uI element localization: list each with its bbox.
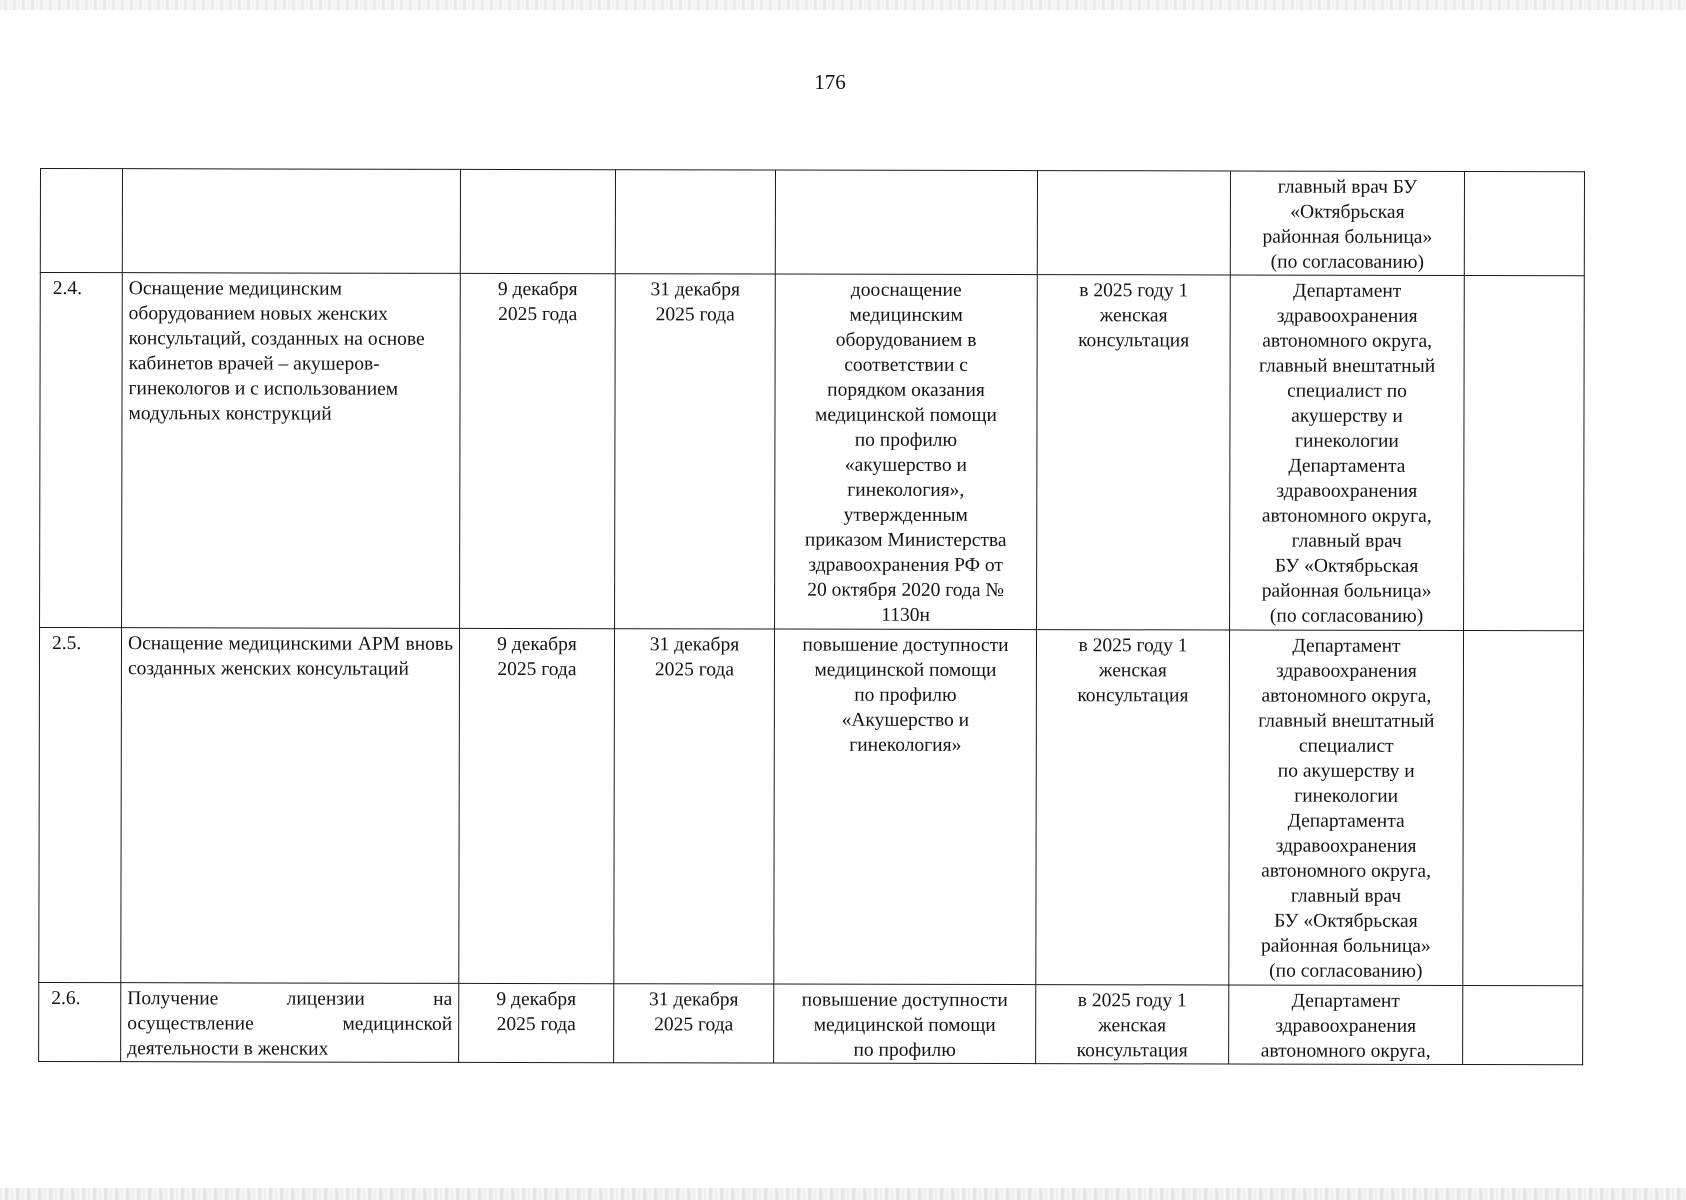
cell-end-date: 31 декабря 2025 года [615,274,776,629]
table-row [40,273,1585,631]
cell-activity: Получение лицензии на осуществление медицинской деятельности в женских [121,983,459,1063]
cell-indicator: в 2025 году 1 женская консультация [1036,630,1230,985]
cell-responsible: Департамент здравоохранения автономного округа, главный внештатный специалист по акушерству и гинекологии Департамента здравоохранения автономного округа, главный врач БУ «Октябрьская районная больница» (по согласованию) [1229,630,1464,985]
cell-number: 2.5. [39,628,122,983]
scan-edge-bottom [0,1188,1686,1200]
page-number: 176 [814,70,846,94]
scan-edge-top [0,0,1686,10]
cell-result: повышение доступности медицинской помощи по профилю [774,984,1036,1064]
cell-result [775,170,1037,275]
cell-note [1463,630,1584,985]
table-row [40,169,1584,276]
cell-result: дооснащение медицинским оборудованием в соответствии с порядком оказания медицинской помощи по профилю «акушерство и гинекология», утвержденным приказом Министерства здравоохранения РФ от 20 октября 2020 года № 1130н [775,274,1038,630]
cell-start-date: 9 декабря 2025 года [459,628,615,983]
cell-number: 2.6. [39,982,121,1061]
cell-start-date [460,169,615,273]
cell-note [1464,171,1584,275]
cell-end-date: 31 декабря 2025 года [614,629,775,984]
cell-activity: Оснащение медицинским оборудованием новых женских консультаций, созданных на основе кабинетов врачей – акушеров-гинекологов и с использованием модульных конструкций [122,273,461,629]
cell-indicator [1037,171,1230,275]
cell-note [1464,275,1585,630]
cell-start-date: 9 декабря 2025 года [460,273,616,628]
cell-indicator: в 2025 году 1 женская консультация [1037,275,1231,630]
cell-end-date: 31 декабря 2025 года [614,984,774,1063]
cell-start-date: 9 декабря 2025 года [459,983,614,1062]
cell-responsible: главный врач БУ «Октябрьская районная больница» (по согласованию) [1230,171,1464,275]
plan-table [38,168,1585,1065]
cell-number [40,169,122,273]
table-row [39,982,1583,1064]
cell-activity [122,169,460,274]
cell-end-date [615,170,775,274]
cell-indicator: в 2025 году 1 женская консультация [1036,985,1229,1064]
table-row [39,628,1584,986]
cell-number: 2.4. [40,273,123,628]
cell-responsible: Департамент здравоохранения автономного округа, главный внештатный специалист по акушерству и гинекологии Департамента здравоохранения автономного округа, главный врач БУ «Октябрьская районная больница» (по согласованию) [1230,275,1465,630]
cell-note [1463,985,1583,1064]
cell-activity: Оснащение медицинскими АРМ вновь созданных женских консультаций [121,628,460,984]
cell-result: повышение доступности медицинской помощи по профилю «Акушерство и гинекология» [774,629,1037,985]
cell-responsible: Департамент здравоохранения автономного округа, [1229,985,1463,1064]
